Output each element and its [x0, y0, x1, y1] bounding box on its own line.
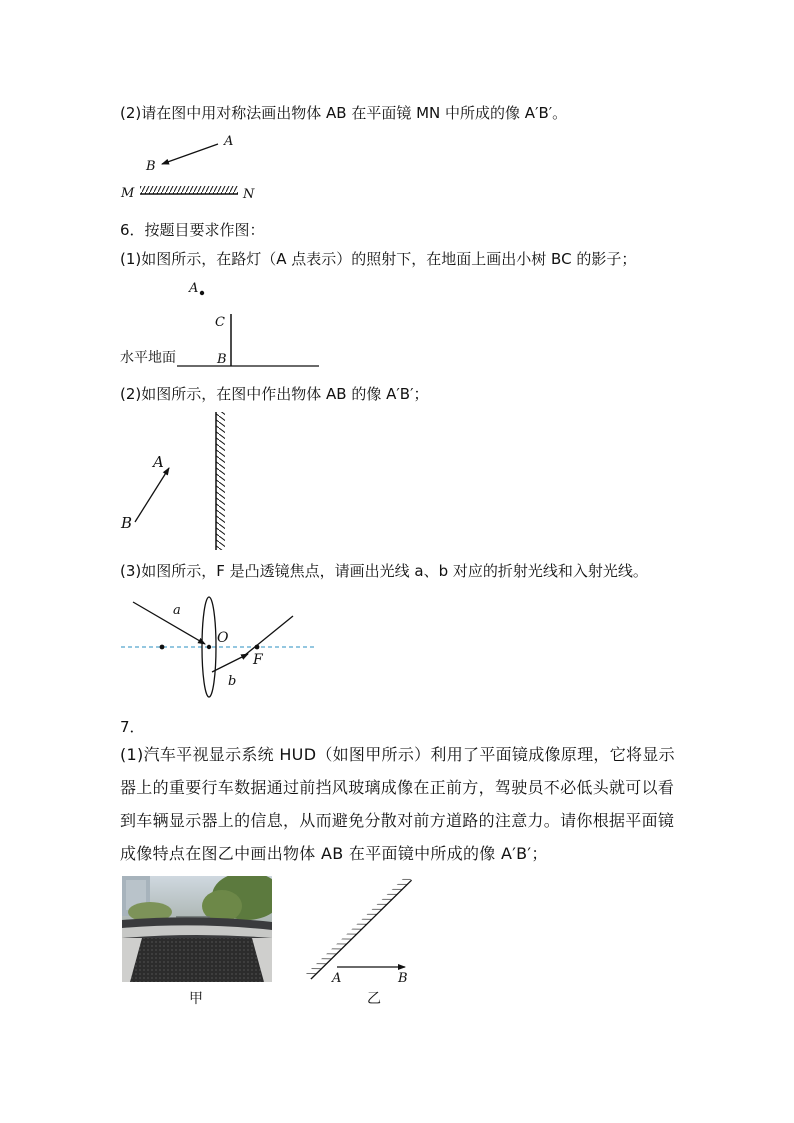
ray-a [133, 602, 205, 644]
label-o: O [217, 630, 229, 646]
hud-photo-illustration [122, 876, 272, 982]
label-n: N [243, 187, 255, 202]
left-focus-point [160, 645, 165, 650]
ground-label: 水平地面 [120, 350, 176, 366]
mirror-mn-diagram [110, 128, 280, 206]
mirror-hatching [216, 412, 225, 550]
mirror-hatching [140, 186, 238, 194]
mirror-hatching [306, 875, 411, 979]
label-a: A [189, 281, 199, 296]
q5-part2-text: (2)请在图中用对称法画出物体 AB 在平面镜 MN 中所成的像 A′B′。 [120, 104, 568, 122]
label-b: B [217, 352, 227, 367]
label-a: a [173, 603, 181, 618]
q6-heading: 6．按题目要求作图： [120, 221, 265, 239]
ray-b-extension [245, 616, 293, 655]
inclined-mirror-diagram [305, 876, 425, 986]
q6-part2-text: (2)如图所示，在图中作出物体 AB 的像 A′B′； [120, 385, 429, 403]
inclined-mirror [311, 880, 412, 979]
label-a: A [332, 971, 342, 986]
object-ab-arrow [135, 468, 169, 522]
convex-lens-diagram [115, 592, 325, 704]
vertical-mirror-diagram [115, 410, 245, 555]
label-b: B [398, 971, 408, 986]
q6-part1-text: (1)如图所示，在路灯（A 点表示）的照射下，在地面上画出小树 BC 的影子； [120, 250, 637, 268]
q7-part1-text: (1)汽车平视显示系统 HUD（如图甲所示）利用了平面镜成像原理，它将显示器上的重要行车数据通过前挡风玻璃成像在正前方，驾驶员不必低头就可以看到车辆显示器上的信息，从而避免分散对前方道路的注意力。请你根据平面镜成像特点在图乙中画出物体 AB 在平面镜中所成的像 A′B′； [120, 745, 675, 863]
label-f: F [253, 652, 263, 668]
label-b: B [121, 514, 133, 532]
label-a: A [153, 453, 164, 471]
label-m: M [121, 186, 135, 201]
q7-heading: 7． [120, 718, 145, 736]
street-lamp-tree-diagram [115, 276, 335, 372]
label-b: b [228, 674, 237, 689]
label-a: A [224, 134, 234, 149]
diagram-caption: 乙 [367, 991, 381, 1007]
object-ab-arrow [162, 144, 218, 164]
label-c: C [215, 315, 225, 330]
optical-center-o [207, 645, 211, 649]
label-b: B [146, 159, 156, 174]
hud-photo [122, 876, 272, 982]
lamp-point-a [200, 291, 204, 295]
photo-caption: 甲 [189, 991, 203, 1007]
ray-b-incident [212, 654, 248, 672]
q6-part3-text: (3)如图所示，F 是凸透镜焦点，请画出光线 a、b 对应的折射光线和入射光线。 [120, 562, 648, 580]
